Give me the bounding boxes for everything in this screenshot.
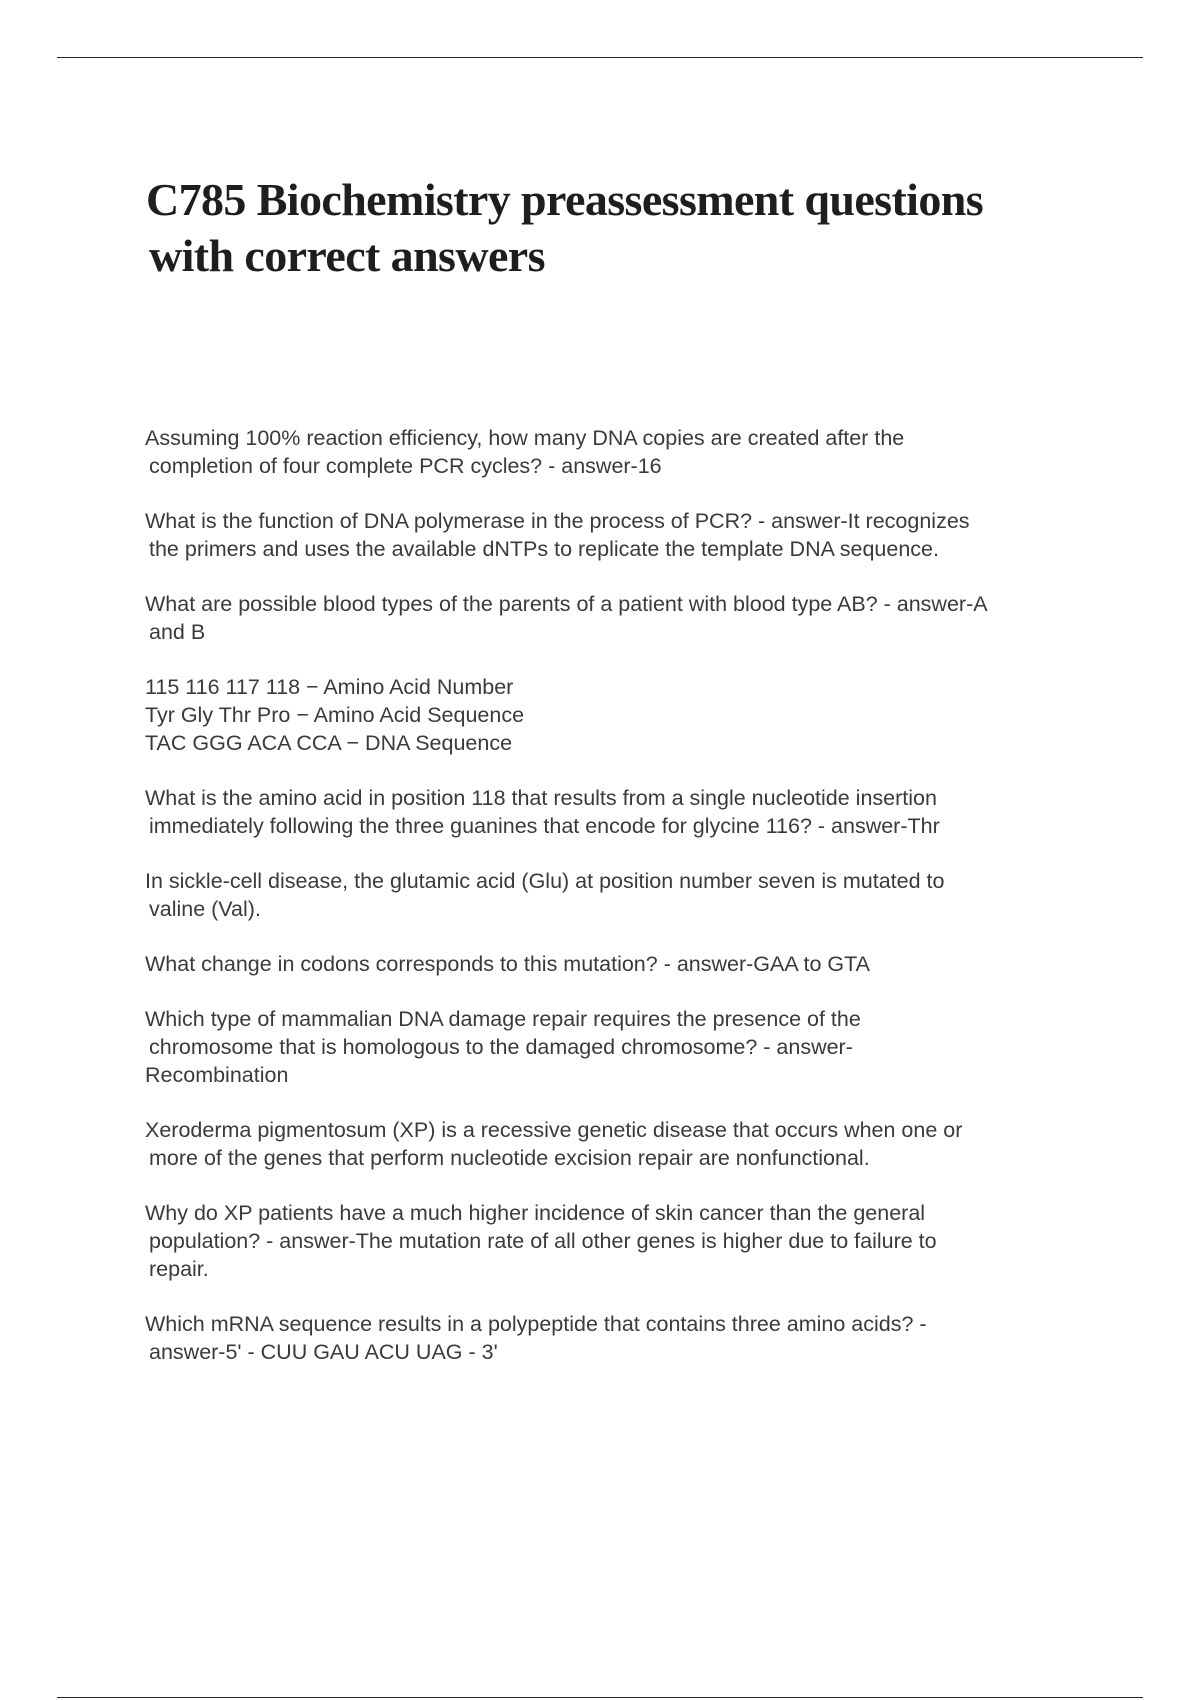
text-line: immediately following the three guanines that encode for glycine 116? - answer-Thr (149, 814, 940, 838)
sickle-cell-block (145, 867, 1095, 923)
top-rule (57, 57, 1143, 58)
text-line: Tyr Gly Thr Pro − Amino Acid Sequence (145, 703, 525, 727)
title-line: C785 Biochemistry preassessment questions (146, 174, 984, 225)
text-line: valine (Val). (149, 897, 261, 921)
qa-block-codon-change (145, 950, 1095, 978)
text-line: What is the amino acid in position 118 that results from a single nucleotide insertion (145, 786, 937, 810)
text-line: What is the function of DNA polymerase in the process of PCR? - answer-It recognizes (145, 509, 970, 533)
text-line: Which type of mammalian DNA damage repair requires the presence of the (145, 1007, 861, 1031)
text-line: 115 116 117 118 − Amino Acid Number (145, 675, 514, 699)
qa-block-dna-polymerase (145, 507, 1095, 563)
qa-block-insertion (145, 784, 1095, 840)
text-line: What change in codons corresponds to this mutation? - answer-GAA to GTA (145, 952, 870, 976)
amino-acid-table-block (145, 673, 1095, 757)
text-line: In sickle-cell disease, the glutamic acid (Glu) at position number seven is mutated to (145, 869, 945, 893)
qa-block-xp-cancer (145, 1199, 1095, 1283)
text-line: TAC GGG ACA CCA − DNA Sequence (145, 731, 513, 755)
qa-block-mrna (145, 1310, 1095, 1366)
text-line: population? - answer-The mutation rate of all other genes is higher due to failure to (149, 1229, 937, 1253)
xeroderma-block (145, 1116, 1095, 1172)
question-list (145, 424, 1095, 1393)
text-line: the primers and uses the available dNTPs to replicate the template DNA sequence. (149, 537, 939, 561)
text-line: Assuming 100% reaction efficiency, how many DNA copies are created after the (145, 426, 905, 450)
qa-block-pcr-copies (145, 424, 1095, 480)
text-line: more of the genes that perform nucleotide excision repair are nonfunctional. (149, 1146, 870, 1170)
bottom-rule (57, 1697, 1143, 1698)
text-line: Xeroderma pigmentosum (XP) is a recessive genetic disease that occurs when one or (145, 1118, 963, 1142)
qa-block-blood-types (145, 590, 1095, 646)
text-line: Why do XP patients have a much higher incidence of skin cancer than the general (145, 1201, 926, 1225)
qa-block-dna-repair (145, 1005, 1095, 1089)
text-line: What are possible blood types of the parents of a patient with blood type AB? - answer-A (145, 592, 988, 616)
text-line: chromosome that is homologous to the damaged chromosome? - answer- (149, 1035, 853, 1059)
document-title (146, 172, 1096, 284)
text-line: repair. (149, 1257, 209, 1281)
text-line: Recombination (145, 1063, 289, 1087)
title-line: with correct answers (149, 230, 545, 281)
text-line: Which mRNA sequence results in a polypeptide that contains three amino acids? - (145, 1312, 927, 1336)
text-line: completion of four complete PCR cycles? - answer-16 (149, 454, 662, 478)
text-line: answer-5' - CUU GAU ACU UAG - 3' (149, 1340, 498, 1364)
text-line: and B (149, 620, 206, 644)
